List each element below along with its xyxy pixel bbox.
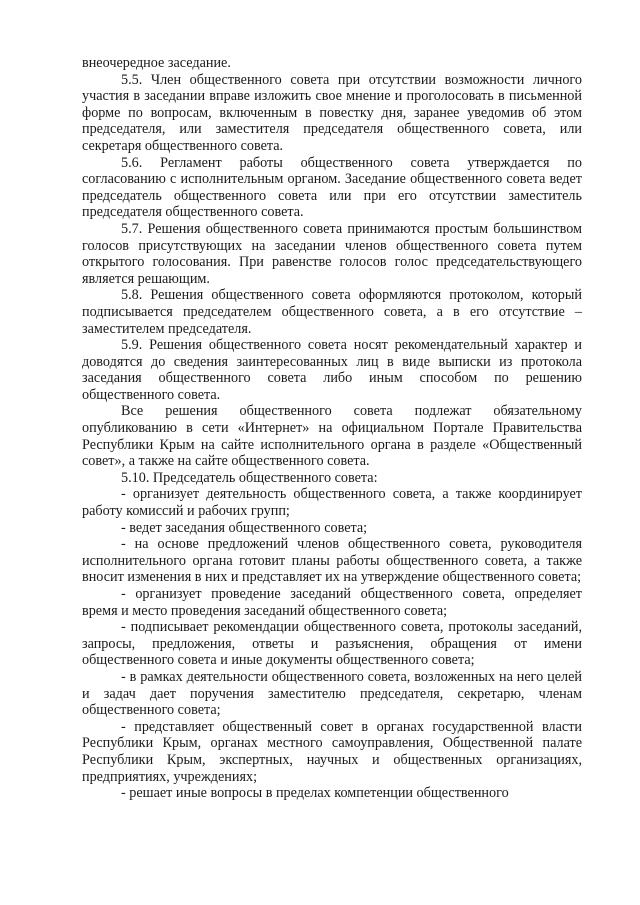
paragraph-5-9: 5.9. Решения общественного совета носят рекомендательный характер и доводятся до сведения заинтересованных лиц в виде выписки из протокола заседания общественного совета либо иным способом по решению общественного совета. [82, 337, 582, 403]
list-item-conducts: - ведет заседания общественного совета; [121, 519, 368, 536]
paragraph-5-8: 5.8. Решения общественного совета оформляются протоколом, который подписывается председателем общественного совета, а в его отсутствие – заместителем председателя. [82, 287, 582, 337]
list-item-resolves: - решает иные вопросы в пределах компетенции общественного [121, 785, 509, 802]
list-item-signs: - подписывает рекомендации общественного совета, протоколы заседаний, запросы, предложения, ответы и разъяснения, обращения от имени общественного совета и иные документы общественного совета; [82, 619, 582, 669]
list-item-organizes: - организует деятельность общественного совета, а также координирует работу комиссий и рабочих групп; [82, 486, 582, 520]
list-item-instructions: - в рамках деятельности общественного совета, возложенных на него целей и задач дает поручения заместителю председателя, секретарю, членам общественного совета; [82, 668, 582, 719]
paragraph-publication: Все решения общественного совета подлежат обязательному опубликованию в сети «Интернет» на официальном Портале Правительства Республики Крым на сайте исполнительного органа в разделе «Общественный совет», а также на сайте общественного совета. [82, 403, 582, 470]
paragraph-5-7: 5.7. Решения общественного совета принимаются простым большинством голосов присутствующих на заседании членов общественного совета путем открытого голосования. При равенстве голосов голос председательствующего является решающим. [82, 220, 582, 287]
paragraph-continuation: внеочередное заседание. [82, 55, 231, 71]
list-item-plans: - на основе предложений членов общественного совета, руководителя исполнительного органа готовит планы работы общественного совета, а также вносит изменения в них и представляет их на утверждение общественного совета; [82, 536, 582, 586]
list-item-represents: - представляет общественный совет в органах государственной власти Республики Крым, органах местного самоуправления, Общественной палате Республики Крым, экспертных, научных и общественных организациях, предприятиях, учреждениях; [82, 718, 582, 785]
document-body [82, 55, 582, 802]
paragraph-5-5: 5.5. Член общественного совета при отсутствии возможности личного участия в заседании вправе изложить свое мнение и проголосовать в письменной форме по вопросам, включенным в повестку дня, заранее уведомив об этом председателя, или заместителя председателя общественного совета, или секретаря общественного совета. [82, 71, 582, 154]
paragraph-5-10: 5.10. Председатель общественного совета: [121, 469, 378, 486]
paragraph-5-6: 5.6. Регламент работы общественного совета утверждается по согласованию с исполнительным органом. Заседание общественного совета ведет председатель общественного совета или при его отсутствии заместитель председателя общественного совета. [82, 154, 582, 221]
list-item-meetings: - организует проведение заседаний общественного совета, определяет время и место проведения заседаний общественного совета; [82, 586, 582, 619]
